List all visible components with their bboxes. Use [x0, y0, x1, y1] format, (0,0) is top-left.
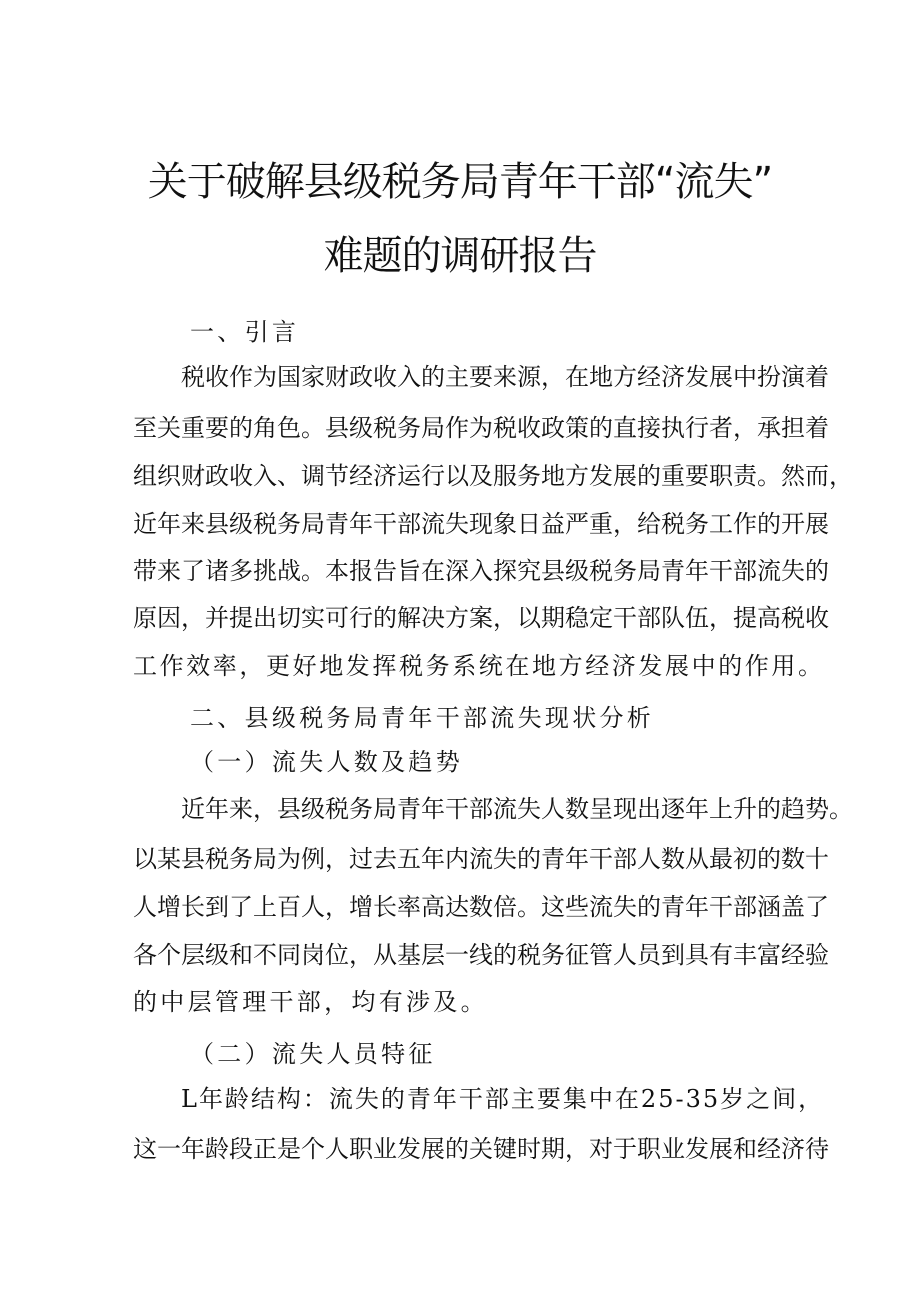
paragraph-2-line: 各个层级和不同岗位，从基层一线的税务征管人员到具有丰富经验	[133, 941, 829, 969]
paragraph-1-line: 税收作为国家财政收入的主要来源，在地方经济发展中扮演着	[181, 363, 829, 391]
section-2-heading: 二、县级税务局青年干部流失现状分析	[190, 704, 655, 732]
paragraph-2-line: 以某县税务局为例，过去五年内流失的青年干部人数从最初的数十	[133, 845, 829, 873]
paragraph-1-line: 近年来县级税务局青年干部流失现象日益严重，给税务工作的开展	[133, 510, 829, 538]
paragraph-3-line: L年龄结构：流失的青年干部主要集中在25-35岁之间，	[181, 1085, 825, 1113]
paragraph-2-line: 的中层管理干部，均有涉及。	[133, 988, 488, 1016]
paragraph-2-line: 近年来，县级税务局青年干部流失人数呈现出逐年上升的趋势。	[181, 795, 853, 823]
section-1-heading: 一、引言	[190, 318, 300, 346]
document-title-line-2: 难题的调研报告	[323, 233, 597, 279]
document-title-line-1: 关于破解县级税务局青年干部“流失”	[147, 159, 773, 205]
paragraph-1-line: 原因，并提出切实可行的解决方案，以期稳定干部队伍，提高税收	[133, 604, 829, 632]
paragraph-2-line: 人增长到了上百人，增长率高达数倍。这些流失的青年干部涵盖了	[133, 893, 829, 921]
paragraph-3-line: 这一年龄段正是个人职业发展的关键时期，对于职业发展和经济待	[133, 1135, 829, 1163]
paragraph-1-line: 组织财政收入、调节经济运行以及服务地方发展的重要职责。然而，	[133, 462, 853, 490]
paragraph-1-line: 带来了诸多挑战。本报告旨在深入探究县级税务局青年干部流失的	[133, 557, 829, 585]
paragraph-1-line: 至关重要的角色。县级税务局作为税收政策的直接执行者，承担着	[133, 414, 829, 442]
paragraph-1-line: 工作效率，更好地发挥税务系统在地方经济发展中的作用。	[133, 652, 825, 680]
subsection-1-heading: （一）流失人数及趋势	[190, 748, 463, 776]
subsection-2-heading: （二）流失人员特征	[190, 1040, 436, 1068]
